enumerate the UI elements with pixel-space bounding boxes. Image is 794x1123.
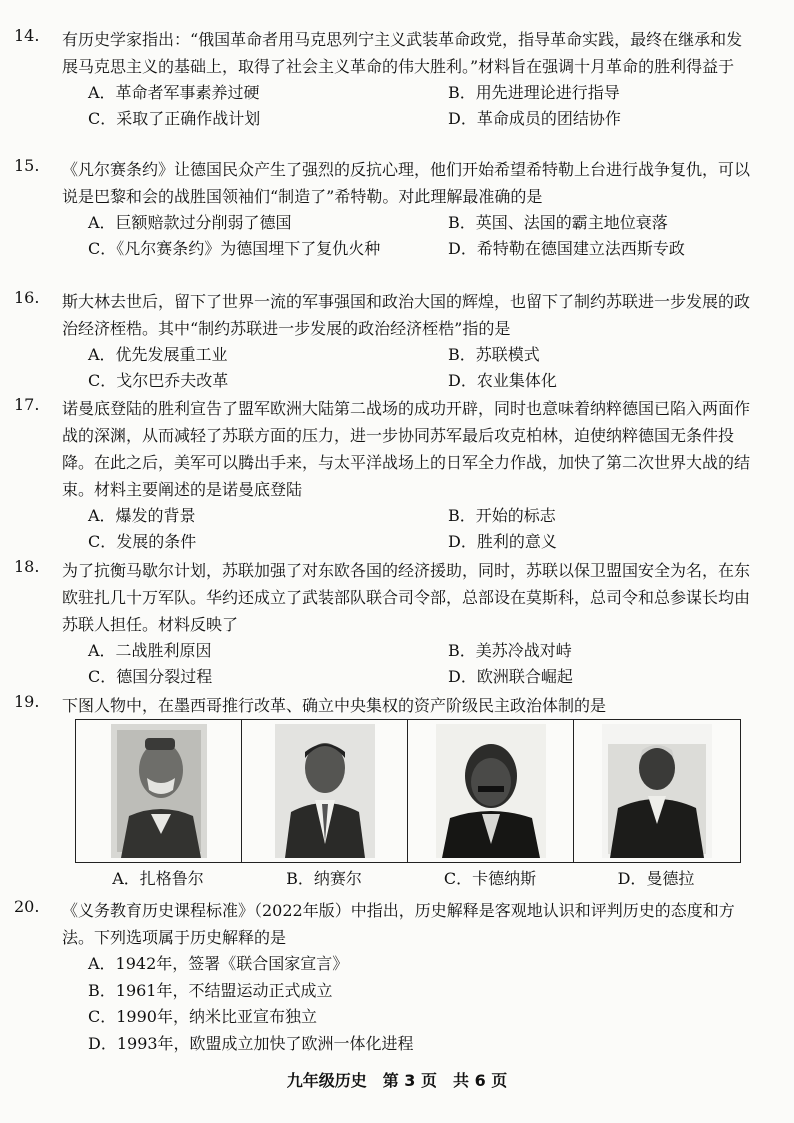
- option-b: B．用先进理论进行指导: [448, 83, 620, 102]
- question-number: 15.: [14, 156, 40, 175]
- portrait-cell-c: [408, 720, 574, 862]
- question-16: [14, 288, 752, 394]
- option-b: B．开始的标志: [448, 506, 556, 525]
- question-number: 19.: [14, 692, 40, 711]
- option-b: B．美苏冷战对峙: [448, 641, 572, 660]
- portrait-cell-b: [242, 720, 408, 862]
- portrait-mandela-image: [602, 724, 712, 858]
- caption-d: D．曼德拉: [617, 869, 695, 888]
- portrait-cell-a: [76, 720, 242, 862]
- option-a: A．优先发展重工业: [88, 345, 228, 364]
- option-d: D．胜利的意义: [448, 532, 557, 551]
- question-stem: 《凡尔赛条约》让德国民众产生了强烈的反抗心理，他们开始希望希特勒上台进行战争复仇，可以说是巴黎和会的战胜国领袖们“制造了”希特勒。对此理解最准确的是: [62, 160, 751, 206]
- portrait-cardenas-image: [436, 724, 546, 858]
- question-stem: 斯大林去世后，留下了世界一流的军事强国和政治大国的辉煌，也留下了制约苏联进一步发展的政治经济桎梏。其中“制约苏联进一步发展的政治经济桎梏”指的是: [62, 292, 751, 338]
- option-c: C．1990年，纳米比亚宣布独立: [88, 1007, 317, 1026]
- option-a: A．爆发的背景: [88, 506, 196, 525]
- option-a: A．革命者军事素养过硬: [88, 83, 260, 102]
- question-19: [14, 692, 752, 719]
- option-d: D．1993年，欧盟成立加快了欧洲一体化进程: [88, 1033, 414, 1053]
- option-a: A．巨额赔款过分削弱了德国: [88, 213, 292, 232]
- portrait-cell-d: [574, 720, 740, 862]
- question-15: [14, 156, 752, 262]
- question-stem: 有历史学家指出：“俄国革命者用马克思列宁主义武装革命政党，指导革命实践，最终在继承和发展马克思主义的基础上，取得了社会主义革命的伟大胜利。”材料旨在强调十月革命的胜利得益于: [62, 30, 743, 76]
- question-number: 18.: [14, 557, 40, 576]
- caption-c: C．卡德纳斯: [443, 869, 537, 888]
- option-d: D．农业集体化: [448, 371, 557, 390]
- option-c: C．德国分裂过程: [88, 667, 213, 686]
- page-footer: 九年级历史 第 3 页 共 6 页: [286, 1071, 508, 1090]
- option-a: A．二战胜利原因: [88, 641, 212, 660]
- question-number: 17.: [14, 395, 40, 414]
- portrait-nasser-image: [275, 724, 375, 858]
- option-b: B．英国、法国的霸主地位衰落: [448, 213, 668, 232]
- portrait-table: [75, 719, 741, 863]
- option-c: C．发展的条件: [88, 532, 197, 551]
- option-b: B．1961年，不结盟运动正式成立: [88, 980, 333, 1000]
- portrait-captions: [75, 866, 739, 889]
- caption-a: A．扎格鲁尔: [112, 869, 204, 888]
- question-number: 20.: [14, 897, 40, 916]
- question-stem: 诺曼底登陆的胜利宣告了盟军欧洲大陆第二战场的成功开辟，同时也意味着纳粹德国已陷入两面作战的深渊，从而减轻了苏联方面的压力，进一步协同苏军最后攻克柏林，迫使纳粹德国无条件投降。在此之后，美军可以腾出手来，与太平洋战场上的日军全力作战，加快了第二次世界大战的结束。材料主要阐述的是诺曼底登陆: [62, 399, 751, 499]
- question-number: 14.: [14, 26, 40, 45]
- question-18: [14, 557, 752, 690]
- option-d: D．欧洲联合崛起: [448, 667, 573, 686]
- option-d: D．希特勒在德国建立法西斯专政: [448, 239, 685, 258]
- option-a: A．1942年，签署《联合国家宣言》: [88, 954, 349, 973]
- option-c: C．戈尔巴乔夫改革: [88, 371, 229, 390]
- caption-b: B．纳赛尔: [286, 869, 362, 888]
- option-c: C．采取了正确作战计划: [88, 109, 261, 128]
- question-20: [14, 897, 752, 1057]
- question-stem: 下图人物中，在墨西哥推行改革、确立中央集权的资产阶级民主政治体制的是: [62, 696, 607, 715]
- option-b: B．苏联模式: [448, 345, 540, 364]
- portrait-zaghloul-image: [111, 724, 207, 858]
- question-stem: 为了抗衡马歇尔计划，苏联加强了对东欧各国的经济援助，同时，苏联以保卫盟国安全为名，在东欧驻扎几十万军队。华约还成立了武装部队联合司令部，总部设在莫斯科，总司令和总参谋长均由苏联人担任。材料反映了: [62, 561, 751, 634]
- question-stem: 《义务教育历史课程标准》（2022年版）中指出，历史解释是客观地认识和评判历史的态度和方法。下列选项属于历史解释的是: [62, 901, 735, 947]
- question-number: 16.: [14, 288, 40, 307]
- question-17: [14, 395, 752, 555]
- option-d: D．革命成员的团结协作: [448, 109, 621, 128]
- option-c: C．《凡尔赛条约》为德国埋下了复仇火种: [88, 239, 381, 258]
- question-14: [14, 26, 752, 132]
